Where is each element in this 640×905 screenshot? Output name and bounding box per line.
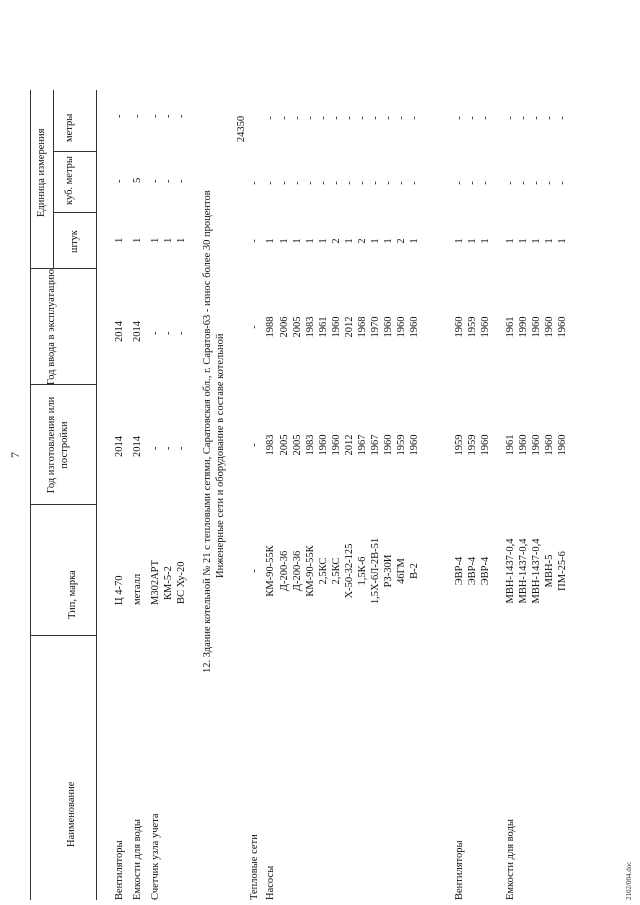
s2-row-13-commissioned: 1960 [454,316,465,338]
s2-row-2-pieces: 1 [279,238,290,244]
s2-row-18-type: МВН-1437-0,4 [531,538,542,604]
s2-row-17-meters: - [518,116,529,120]
s1-row-1-pieces: 1 [132,237,143,243]
s2-row-8-meters: - [357,116,368,120]
s1-row-0-made: 2014 [114,436,125,457]
s2-row-0-type: - [249,569,260,573]
s2-row-19-commissioned: 1960 [544,316,555,338]
header-units-group: Единица измерения [36,128,47,217]
s2-row-19-pieces: 1 [544,238,555,244]
s1-row-1-meters: - [132,114,143,118]
s2-row-19-meters: - [544,116,555,120]
s2-row-5-pieces: 1 [318,238,329,244]
header-unit-meters: метры [64,113,75,142]
section2-title: 12. Здание котельной № 21 с тепловыми сетями, Саратовская обл., г. Саратов-63 - износ более 30 процентов [202,190,213,673]
s2-row-1-pieces: 1 [265,238,276,244]
s2-row-16-pieces: 1 [505,238,516,244]
s2-row-2-made: 2005 [279,434,290,456]
s2-row-8-made: 1967 [357,434,368,456]
s2-row-11-type: 46ГМ [396,558,407,584]
s1-row-2-meters: - [150,114,161,118]
s2-row-20-cubic: - [557,181,568,185]
s1-row-2-pieces: 1 [150,237,161,243]
s2-row-20-meters: - [557,116,568,120]
s2-row-12-pieces: 1 [409,238,420,244]
s2-row-17-cubic: - [518,181,529,185]
s1-row-4-meters: - [176,114,187,118]
s2-row-6-cubic: - [331,181,342,185]
s2-row-19-type: МВН-5 [544,554,555,588]
s2-row-1-name: Насосы [265,865,276,900]
s2-row-16-meters: - [505,116,516,120]
s2-row-4-type: КМ-90-55К [305,545,316,597]
s1-row-0-name: Вентиляторы [114,840,125,900]
s1-row-1-name: Емкости для воды [132,819,143,900]
s2-row-14-pieces: 1 [467,238,478,244]
s2-row-19-made: 1960 [544,434,555,456]
s2-row-10-type: РЗ-30И [383,554,394,588]
s2-row-6-made: 1960 [331,434,342,456]
s1-row-2-made: - [150,446,161,450]
s1-row-3-commissioned: - [163,331,174,335]
s2-row-7-cubic: - [344,181,355,185]
s2-row-8-cubic: - [357,181,368,185]
s2-row-0-commissioned: - [249,325,260,329]
s2-row-3-commissioned: 2005 [292,316,303,338]
s1-row-2-name: Счетчик узла учета [150,813,161,900]
s2-row-1-commissioned: 1988 [265,316,276,338]
s2-row-12-made: 1960 [409,434,420,456]
s2-row-18-pieces: 1 [531,238,542,244]
s2-row-5-made: 1960 [318,434,329,456]
s2-row-10-pieces: 1 [383,238,394,244]
s2-row-15-cubic: - [480,181,491,185]
s2-row-15-pieces: 1 [480,238,491,244]
s2-row-10-cubic: - [383,181,394,185]
s2-row-16-type: МВН-1437-0,4 [505,538,516,604]
s1-row-1-made: 2014 [132,436,143,457]
s2-row-9-type: 1,5Х-6Л-2В-51 [370,537,381,605]
s2-row-3-cubic: - [292,181,303,185]
s2-row-4-commissioned: 1983 [305,316,316,338]
s2-row-5-meters: - [318,116,329,120]
s2-row-6-type: 2,5КС [331,557,342,585]
s2-row-14-made: 1959 [467,434,478,456]
s2-row-13-meters: - [454,116,465,120]
header-type: Тип, марка [67,570,78,619]
s2-row-12-cubic: - [409,181,420,185]
s2-row-9-commissioned: 1970 [370,316,381,338]
s2-row-11-cubic: - [396,181,407,185]
s2-row-17-pieces: 1 [518,238,529,244]
s2-row-6-pieces: 2 [331,238,342,244]
s2-row-0-meters: 24350 [236,115,247,143]
s2-row-19-cubic: - [544,181,555,185]
header-name: Наименование [66,781,77,847]
s2-row-3-made: 2005 [292,434,303,456]
s2-row-3-type: Д-200-36 [292,550,303,592]
s1-row-0-type: Ц 4-70 [114,575,125,605]
s2-row-7-commissioned: 2012 [344,316,355,338]
s1-row-1-type: металл [132,573,143,605]
s2-row-13-name: Вентиляторы [454,840,465,900]
s2-row-9-cubic: - [370,181,381,185]
s2-row-9-pieces: 1 [370,238,381,244]
s2-row-13-cubic: - [454,181,465,185]
s2-row-11-made: 1959 [396,434,407,456]
s1-row-4-commissioned: - [176,331,187,335]
s2-row-11-meters: - [396,116,407,120]
s2-row-1-meters: - [265,116,276,120]
s2-row-10-meters: - [383,116,394,120]
s2-row-11-commissioned: 1960 [396,316,407,338]
s1-row-3-made: - [163,446,174,450]
s2-row-20-commissioned: 1960 [557,316,568,338]
s1-row-3-meters: - [163,114,174,118]
s2-row-8-pieces: 2 [357,238,368,244]
s2-row-16-cubic: - [505,181,516,185]
s1-row-3-type: КМ-5-2 [163,566,174,600]
s2-row-7-meters: - [344,116,355,120]
s2-row-13-type: ЭВР-4 [454,556,465,586]
header-unit-pieces: штук [69,230,80,253]
s2-row-18-cubic: - [531,181,542,185]
s1-row-3-pieces: 1 [163,237,174,243]
header-unit-cubic: куб. метры [64,156,75,205]
s2-row-1-cubic: - [265,181,276,185]
s2-row-2-type: Д-200-36 [279,550,290,592]
s2-row-18-meters: - [531,116,542,120]
s2-row-0-made: - [249,443,260,447]
s2-row-5-type: 2,5КС [318,557,329,585]
s1-row-0-pieces: 1 [114,237,125,243]
s2-row-12-type: В-2 [409,563,420,579]
s2-row-11-pieces: 2 [396,238,407,244]
s2-row-4-pieces: 1 [305,238,316,244]
s2-row-15-made: 1960 [480,434,491,456]
s2-row-7-made: 2012 [344,434,355,456]
s2-row-20-made: 1960 [557,434,568,456]
s2-row-3-meters: - [292,116,303,120]
s2-row-17-type: МВН-1437-0,4 [518,538,529,604]
s2-row-9-made: 1967 [370,434,381,456]
s2-row-18-made: 1960 [531,434,542,456]
s1-row-2-cubic: - [150,179,161,183]
s2-row-20-type: ПМ-25-6 [557,551,568,591]
s1-row-1-commissioned: 2014 [132,321,143,342]
s2-row-4-made: 1983 [305,434,316,456]
s2-row-0-pieces: - [249,239,260,243]
s2-row-14-commissioned: 1959 [467,316,478,338]
s2-row-8-type: 1,5К-6 [357,556,368,586]
s1-row-2-type: М302АРТ [150,559,161,605]
s2-row-1-made: 1983 [265,434,276,456]
s2-row-6-meters: - [331,116,342,120]
s1-row-0-cubic: - [114,179,125,183]
s1-row-0-commissioned: 2014 [114,321,125,342]
s2-row-8-commissioned: 1968 [357,316,368,338]
s2-row-2-commissioned: 2006 [279,316,290,338]
s2-row-6-commissioned: 1960 [331,316,342,338]
s2-row-5-commissioned: 1961 [318,316,329,338]
s2-row-16-commissioned: 1961 [505,316,516,338]
s2-row-14-type: ЭВР-4 [467,556,478,586]
s2-row-15-commissioned: 1960 [480,316,491,338]
s2-row-2-meters: - [279,116,290,120]
header-year-made-text: Год изготовления или постройки [46,396,71,494]
s2-row-17-made: 1960 [518,434,529,456]
s2-row-15-type: ЭВР-4 [480,556,491,586]
s2-row-12-meters: - [409,116,420,120]
s1-row-3-cubic: - [163,179,174,183]
s2-row-9-meters: - [370,116,381,120]
s2-row-18-commissioned: 1960 [531,316,542,338]
section2-subtitle: Инженерные сети и оборудование в составе котельной [215,333,226,578]
s2-row-7-pieces: 1 [344,238,355,244]
s2-row-3-pieces: 1 [292,238,303,244]
s2-row-0-name: Тепловые сети [249,834,260,900]
s1-row-2-commissioned: - [150,331,161,335]
s2-row-17-commissioned: 1990 [518,316,529,338]
s2-row-13-made: 1959 [454,434,465,456]
footer-filename: 2102/004.doc [625,861,633,900]
s2-row-12-commissioned: 1960 [409,316,420,338]
s2-row-13-pieces: 1 [454,238,465,244]
s2-row-16-made: 1961 [505,434,516,456]
s2-row-10-commissioned: 1960 [383,316,394,338]
s2-row-5-cubic: - [318,181,329,185]
s1-row-4-cubic: - [176,179,187,183]
s2-row-14-cubic: - [467,181,478,185]
page-number: 7 [8,452,22,458]
s2-row-0-cubic: - [249,181,260,185]
s2-row-1-type: КМ-90-55К [265,545,276,597]
s2-row-2-cubic: - [279,181,290,185]
s2-row-14-meters: - [467,116,478,120]
s2-row-10-made: 1960 [383,434,394,456]
header-year-commissioned-text: Год ввода в эксплуатацию [46,269,57,385]
s1-row-4-type: ВС Ху-20 [176,561,187,604]
s1-row-4-made: - [176,446,187,450]
s2-row-20-pieces: 1 [557,238,568,244]
s2-row-4-meters: - [305,116,316,120]
s2-row-7-type: Х-50-32-125 [344,543,355,599]
s1-row-4-pieces: 1 [176,237,187,243]
s2-row-16-name: Емкости для воды [505,819,516,900]
s1-row-0-meters: - [114,114,125,118]
s1-row-1-cubic: 5 [132,177,143,183]
s2-row-15-meters: - [480,116,491,120]
s2-row-4-cubic: - [305,181,316,185]
